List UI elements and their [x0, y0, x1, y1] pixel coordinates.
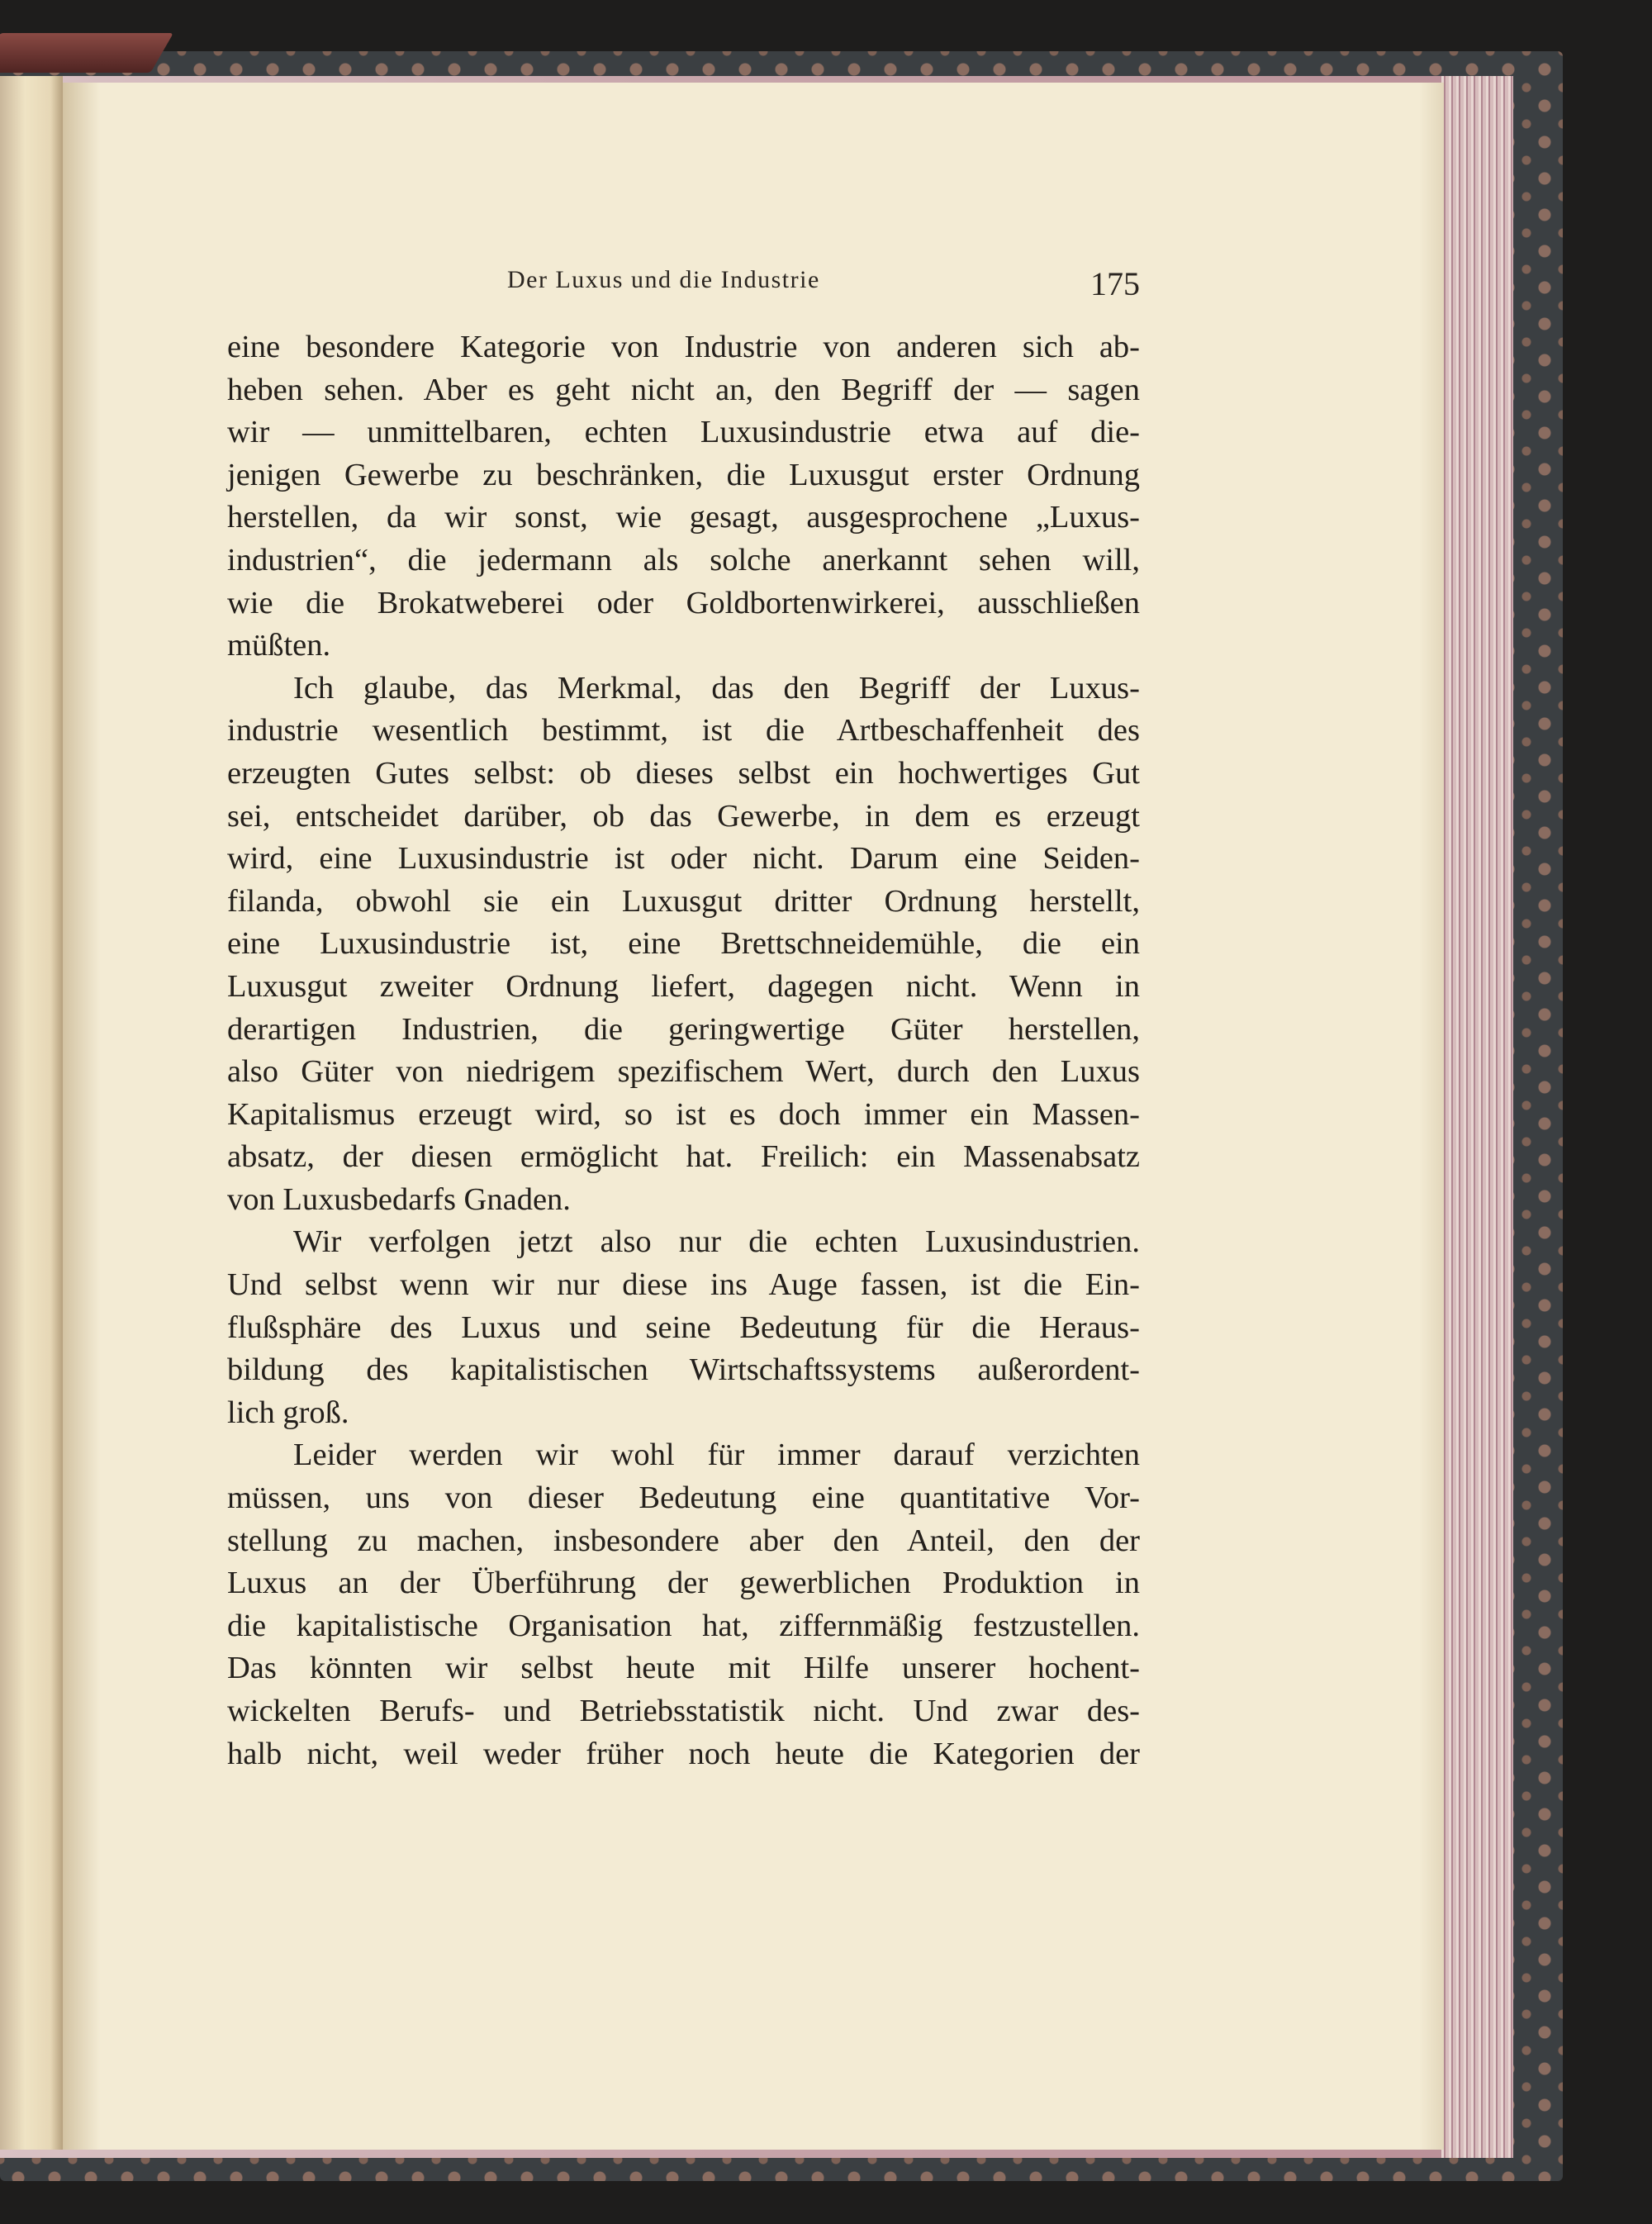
text-line: lich groß.	[227, 1395, 349, 1430]
text-line: müssen, uns von dieser Bedeutung eine quantitative Vor-	[227, 1480, 1140, 1516]
text-line: derartigen Industrien, die geringwertige Güter herstellen,	[227, 1011, 1140, 1047]
body-text	[227, 326, 1140, 1775]
text-line: halb nicht, weil weder früher noch heute die Kategorien der	[227, 1736, 1140, 1771]
text-line: wird, eine Luxusindustrie ist oder nicht. Darum eine Seiden-	[227, 841, 1140, 877]
page-edges-stack	[1441, 76, 1513, 2158]
page-number: 175	[1090, 265, 1140, 302]
text-line: industrien“, die jedermann als solche anerkannt sehen will,	[227, 542, 1140, 577]
text-line: Wir verfolgen jetzt also nur die echten Luxusindustrien.	[293, 1224, 1140, 1260]
text-line: sei, entscheidet darüber, ob das Gewerbe, in dem es erzeugt	[227, 798, 1140, 834]
text-line: stellung zu machen, insbesondere aber den Anteil, den der	[227, 1523, 1140, 1558]
text-line: Luxus an der Überführung der gewerblichen Produktion in	[227, 1566, 1140, 1601]
left-page-gutter	[0, 76, 63, 2150]
text-line: wie die Brokatweberei oder Goldbortenwirkerei, ausschließen	[227, 585, 1140, 620]
text-line: die kapitalistische Organisation hat, ziffernmäßig festzustellen.	[227, 1608, 1140, 1643]
bookmark-ribbon-icon	[0, 33, 173, 73]
text-line: eine Luxusindustrie ist, eine Brettschneidemühle, die ein	[227, 926, 1140, 962]
text-line: bildung des kapitalistischen Wirtschaftssystems außerordent-	[227, 1352, 1140, 1388]
text-line: jenigen Gewerbe zu beschränken, die Luxusgut erster Ordnung	[227, 457, 1140, 492]
text-line: Luxusgut zweiter Ordnung liefert, dagegen nicht. Wenn in	[227, 968, 1140, 1004]
text-line: müßten.	[227, 628, 331, 663]
text-line: Und selbst wenn wir nur diese ins Auge fassen, ist die Ein-	[227, 1267, 1140, 1303]
text-line: Kapitalismus erzeugt wird, so ist es doch immer ein Massen-	[227, 1096, 1140, 1132]
text-line: eine besondere Kategorie von Industrie von anderen sich ab-	[227, 330, 1140, 364]
text-line: Ich glaube, das Merkmal, das den Begriff der Luxus-	[293, 670, 1140, 706]
running-head: Der Luxus und die Industrie	[507, 266, 820, 293]
text-line: Das könnten wir selbst heute mit Hilfe unserer hochent-	[227, 1651, 1140, 1686]
text-line: absatz, der diesen ermöglicht hat. Freilich: ein Massenabsatz	[227, 1139, 1140, 1175]
text-line: heben sehen. Aber es geht nicht an, den Begriff der — sagen	[227, 372, 1140, 407]
text-line: wir — unmittelbaren, echten Luxusindustrie etwa auf die-	[227, 415, 1140, 450]
text-line: filanda, obwohl sie ein Luxusgut dritter Ordnung herstellt,	[227, 883, 1140, 919]
text-line: Leider werden wir wohl für immer darauf verzichten	[293, 1438, 1140, 1473]
text-line: herstellen, da wir sonst, wie gesagt, ausgesprochene „Luxus-	[227, 500, 1140, 535]
text-line: flußsphäre des Luxus und seine Bedeutung für die Heraus-	[227, 1309, 1140, 1345]
text-line: industrie wesentlich bestimmt, ist die Artbeschaffenheit des	[227, 713, 1140, 748]
text-line: wickelten Berufs- und Betriebsstatistik nicht. Und zwar des-	[227, 1694, 1140, 1728]
text-line: von Luxusbedarfs Gnaden.	[227, 1181, 571, 1217]
text-line: also Güter von niedrigem spezifischem Wert, durch den Luxus	[227, 1054, 1140, 1090]
text-line: erzeugten Gutes selbst: ob dieses selbst ein hochwertiges Gut	[227, 755, 1140, 791]
